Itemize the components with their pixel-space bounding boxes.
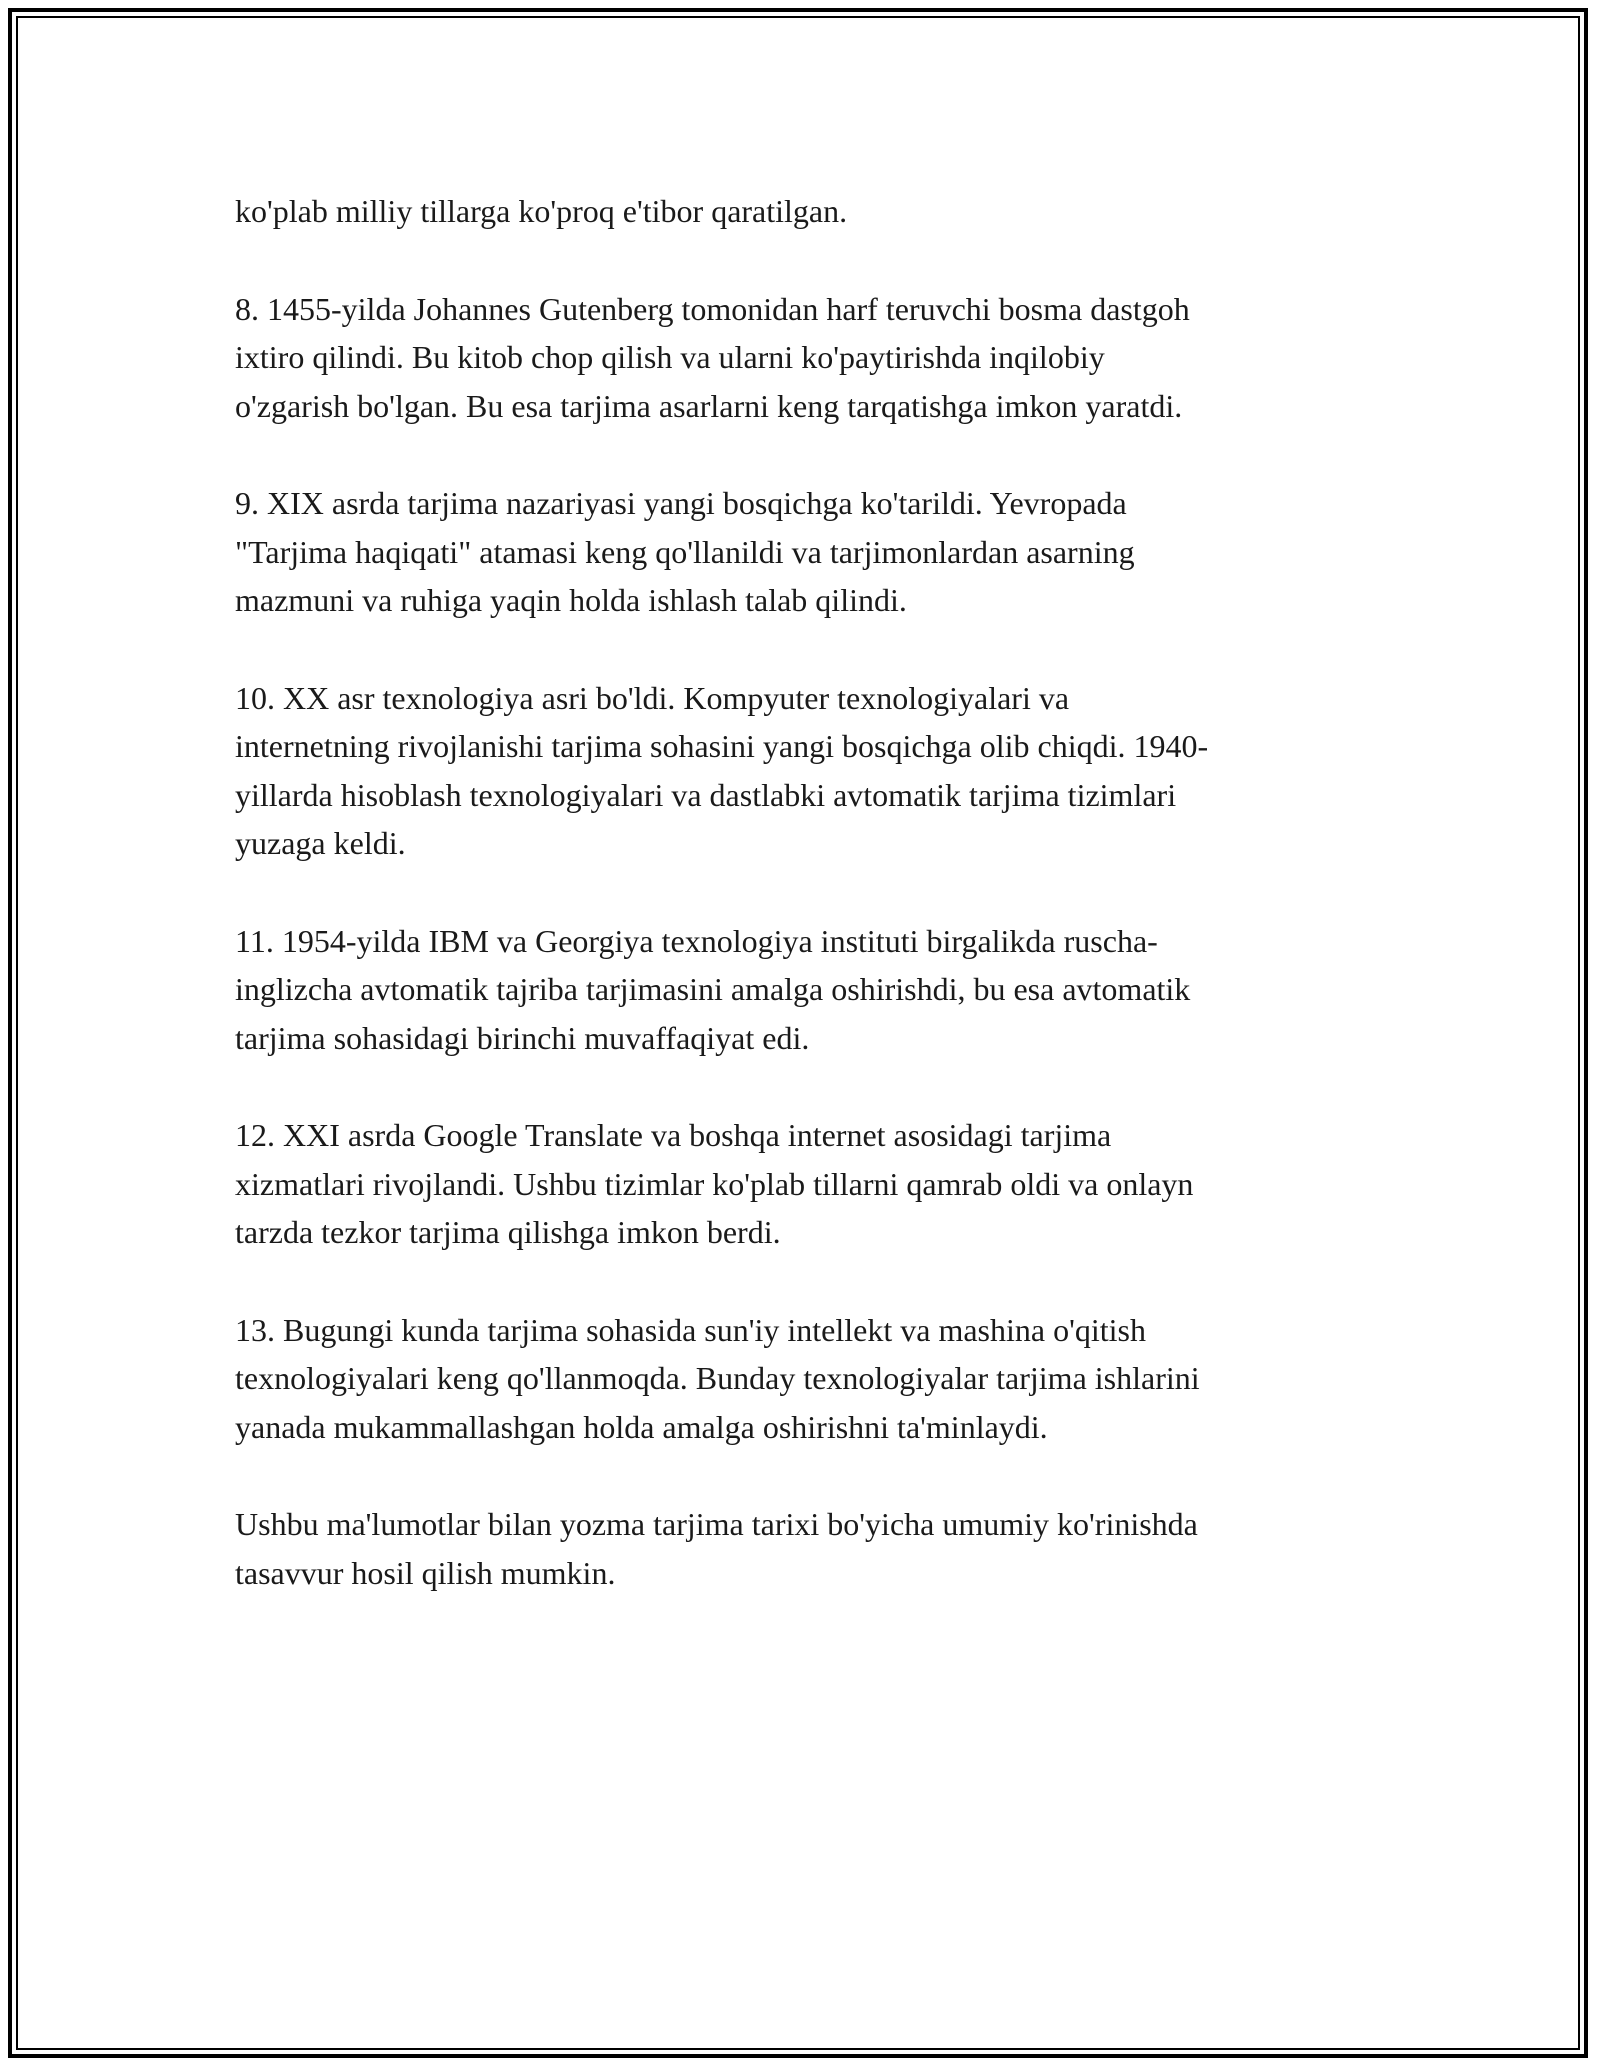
text-line: internetning rivojlanishi tarjima sohasini yangi bosqichga olib chiqdi. 1940- xyxy=(235,728,1209,764)
text-line: mazmuni va ruhiga yaqin holda ishlash talab qilindi. xyxy=(235,582,907,618)
text-line: yillarda hisoblash texnologiyalari va dastlabki avtomatik tarjima tizimlari xyxy=(235,776,1177,813)
text-line: texnologiyalari keng qo'llanmoqda. Bunday texnologiyalar tarjima ishlarini xyxy=(235,1360,1200,1396)
text-line: o'zgarish bo'lgan. Bu esa tarjima asarlarni keng tarqatishga imkon yaratdi. xyxy=(235,387,1183,424)
text-line: 13. Bugungi kunda tarjima sohasida sun'iy intellekt va mashina o'qitish xyxy=(235,1311,1146,1348)
text-line: tarzda tezkor tarjima qilishga imkon berdi. xyxy=(235,1214,781,1250)
text-line: 9. XIX asrda tarjima nazariyasi yangi bosqichga ko'tarildi. Yevropada xyxy=(235,485,1127,521)
text-line: 11. 1954-yilda IBM va Georgiya texnologiya instituti birgalikda ruscha- xyxy=(235,922,1158,959)
paragraph-continuation xyxy=(235,187,1365,236)
paragraph-conclusion xyxy=(235,1500,1365,1597)
text-line: "Tarjima haqiqati" atamasi keng qo'llanildi va tarjimonlardan asarning xyxy=(235,533,1135,570)
text-line: 10. XX asr texnologiya asri bo'ldi. Kompyuter texnologiyalari va xyxy=(235,679,1070,716)
paragraph-item-13 xyxy=(235,1306,1365,1452)
text-line: Ushbu ma'lumotlar bilan yozma tarjima tarixi bo'yicha umumiy ko'rinishda xyxy=(235,1506,1198,1542)
text-line: yanada mukammallashgan holda amalga oshirishni ta'minlaydi. xyxy=(235,1408,1048,1445)
paragraph-item-10 xyxy=(235,674,1365,868)
text-line: tasavvur hosil qilish mumkin. xyxy=(235,1554,616,1591)
text-line: yuzaga keldi. xyxy=(235,825,406,861)
paragraph-item-12 xyxy=(235,1111,1365,1257)
text-line: 8. 1455-yilda Johannes Gutenberg tomonidan harf teruvchi bosma dastgoh xyxy=(235,290,1190,327)
text-line: inglizcha avtomatik tajriba tarjimasini amalga oshirishdi, bu esa avtomatik xyxy=(235,971,1191,1007)
text-line: ko'plab milliy tillarga ko'proq e'tibor qaratilgan. xyxy=(235,193,848,229)
paragraph-item-11 xyxy=(235,917,1365,1063)
document-body xyxy=(235,187,1365,1646)
text-line: 12. XXI asrda Google Translate va boshqa internet asosidagi tarjima xyxy=(235,1117,1112,1153)
text-line: xizmatlari rivojlandi. Ushbu tizimlar ko'plab tillarni qamrab oldi va onlayn xyxy=(235,1165,1194,1202)
text-line: ixtiro qilindi. Bu kitob chop qilish va ularni ko'paytirishda inqilobiy xyxy=(235,339,1105,375)
paragraph-item-9 xyxy=(235,479,1365,625)
text-line: tarjima sohasidagi birinchi muvaffaqiyat edi. xyxy=(235,1019,810,1056)
paragraph-item-8 xyxy=(235,285,1365,431)
